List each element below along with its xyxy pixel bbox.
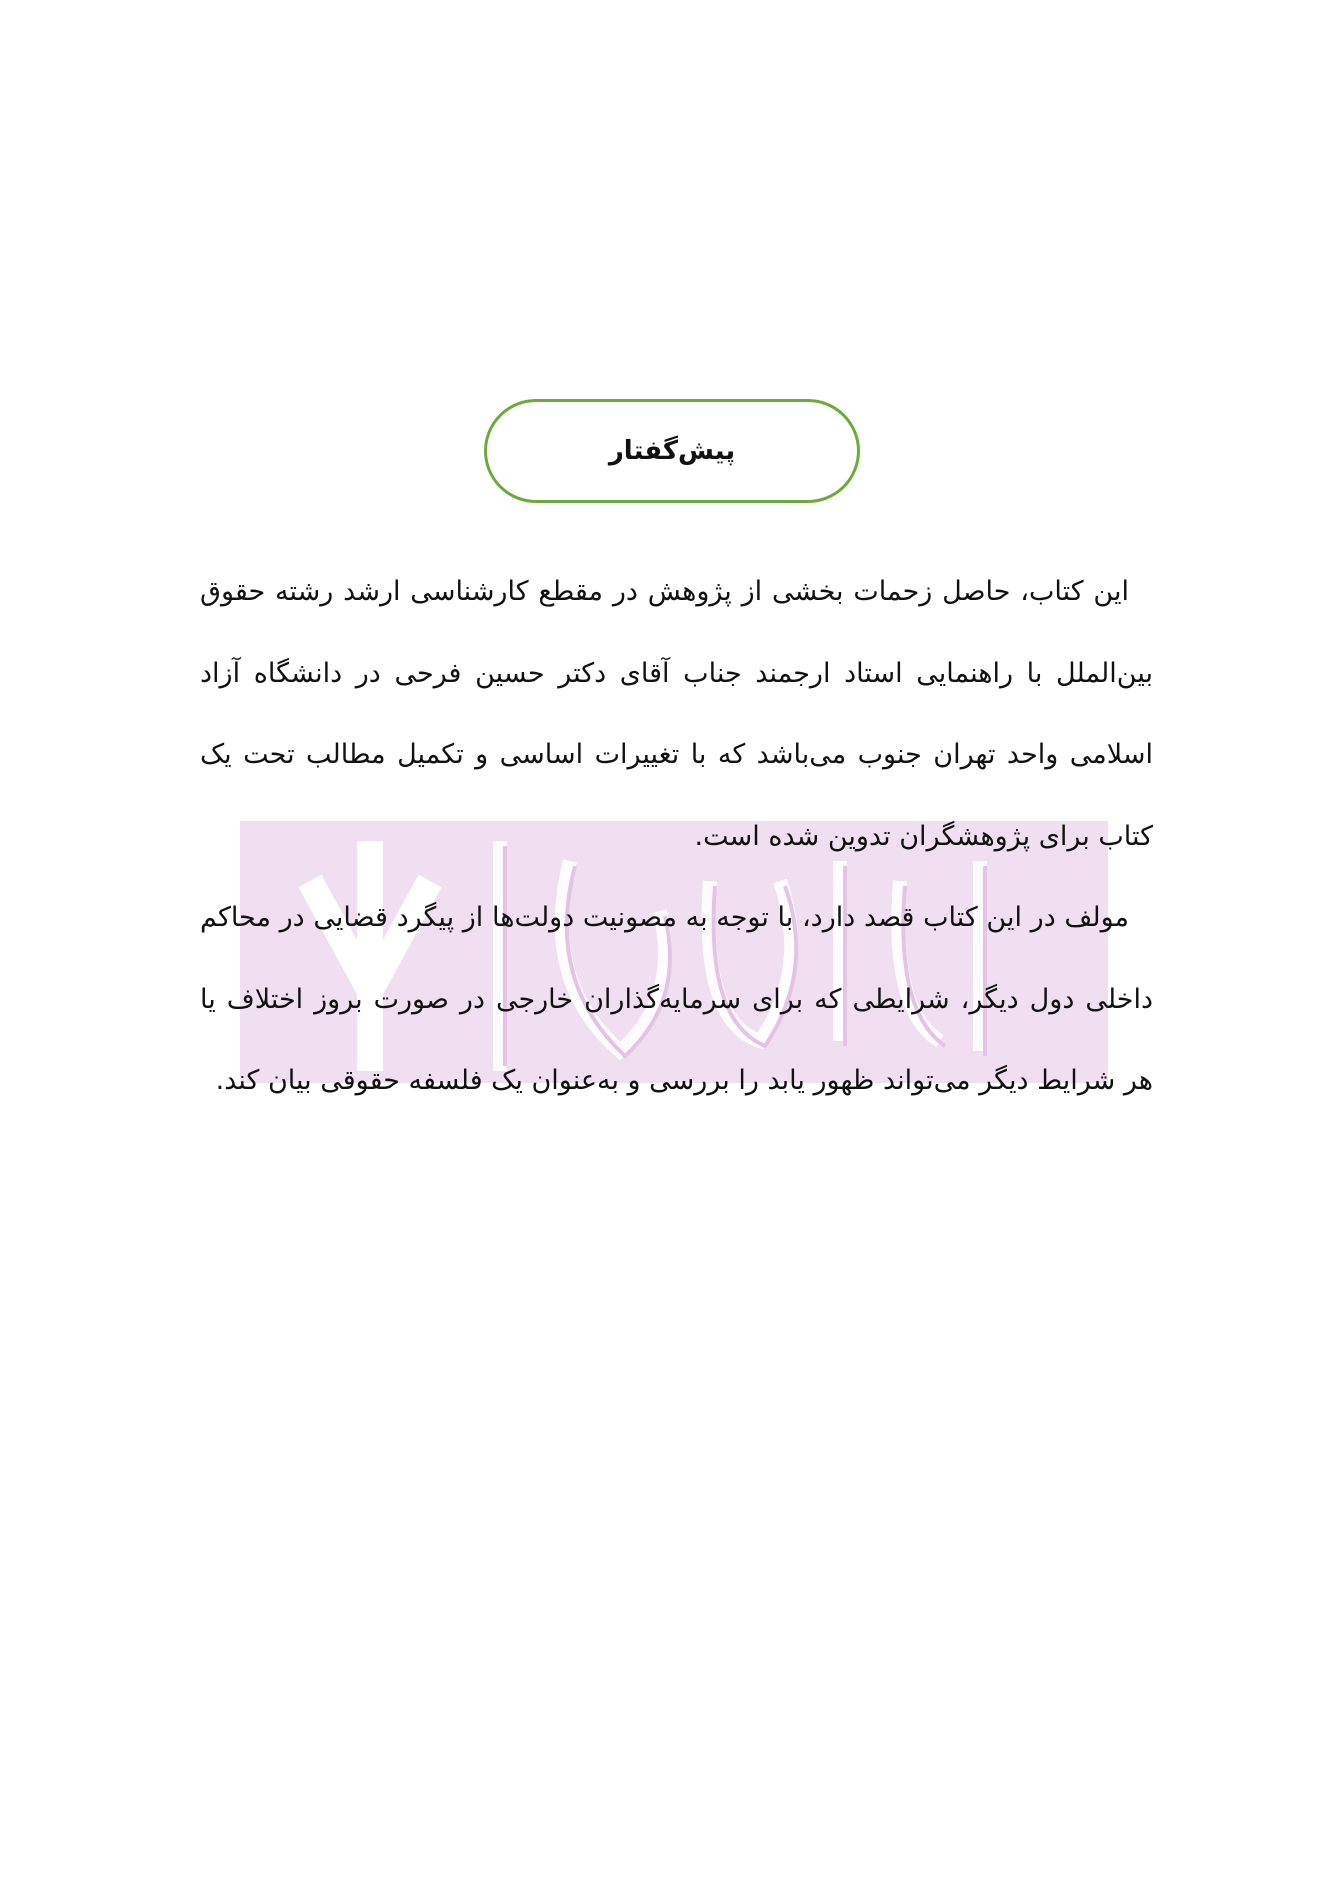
title-badge (484, 399, 860, 503)
page-title: پیش‌گفتار (608, 436, 736, 466)
paragraph: این کتاب، حاصل زحمات بخشی از پژوهش در مقطع کارشناسی ارشد رشته حقوق بین‌الملل با راهنمایی استاد ارجمند جناب آقای دکتر حسین فرحی در دانشگاه آزاد اسلامی واحد تهران جنوب می‌باشد که با تغییرات اساسی و تکمیل مطالب تحت یک کتاب برای پژوهشگران تدوین شده است. (200, 576, 1153, 852)
preface-body (200, 551, 1153, 1122)
paragraph: مولف در این کتاب قصد دارد، با توجه به مصونیت دولت‌ها از پیگرد قضایی در محاکم داخلی دول دیگر، شرایطی که برای سرمایه‌گذاران خارجی در صورت بروز اختلاف یا هر شرایط دیگر می‌تواند ظهور یابد را بررسی و به‌عنوان یک فلسفه حقوقی بیان کند. (200, 902, 1153, 1096)
